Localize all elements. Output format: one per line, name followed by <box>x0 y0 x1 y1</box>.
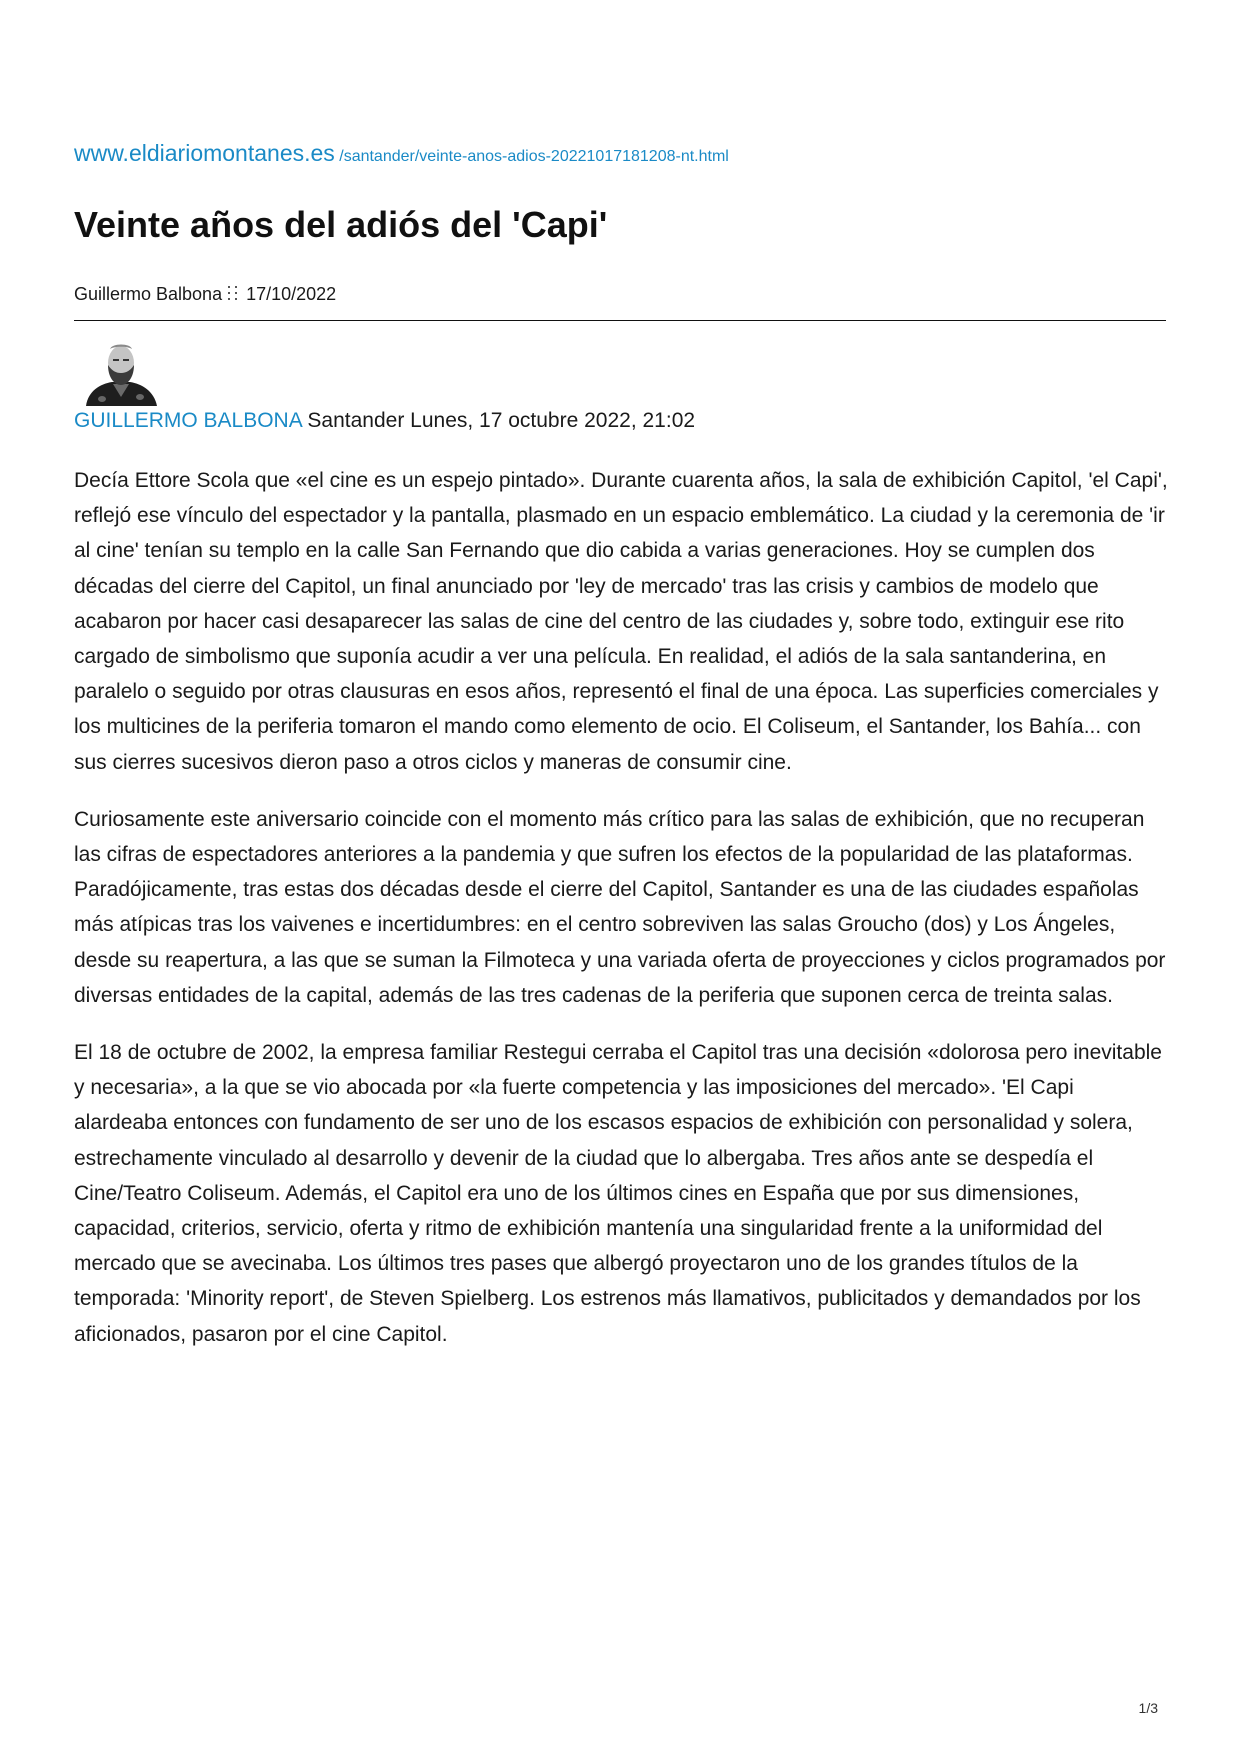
byline-location-date: Santander Lunes, 17 octubre 2022, 21:02 <box>301 409 696 432</box>
byline-author-link[interactable]: GUILLERMO BALBONA <box>74 409 302 432</box>
source-path-link[interactable]: /santander/veinte-anos-adios-20221017181208-nt.html <box>334 148 729 165</box>
separator-dots-icon <box>226 284 240 302</box>
publish-date: 17/10/2022 <box>246 284 337 304</box>
article-body <box>74 463 1170 1374</box>
author-name: Guillermo Balbona <box>74 284 223 304</box>
article-paragraph: El 18 de octubre de 2002, la empresa familiar Restegui cerraba el Capitol tras una decisión «dolorosa pero inevitable y necesaria», a la que se vio abocada por «la fuerte competencia y las imposiciones del mercado». 'El Capi alardeaba entonces con fundamento de ser uno de los escasos espacios de exhibición con personalidad y solera, estrechamente vinculado al desarrollo y devenir de la ciudad que lo albergaba. Tres años ante se despedía el Cine/Teatro Coliseum. Además, el Capitol era uno de los últimos cines en España que por sus dimensiones, capacidad, criterios, servicio, oferta y ritmo de exhibición mantenía una singularidad frente a la uniformidad del mercado que se avecinaba. Los últimos tres pases que albergó proyectaron uno de los grandes títulos de la temporada: 'Minority report', de Steven Spielberg. Los estrenos más llamativos, publicitados y demandados por los aficionados, pasaron por el cine Capitol. <box>74 1041 1162 1346</box>
page-indicator: 1/3 <box>1138 1700 1158 1716</box>
article-title: Veinte años del adiós del 'Capi' <box>74 204 608 245</box>
source-url[interactable] <box>74 140 729 167</box>
article-paragraph: Decía Ettore Scola que «el cine es un espejo pintado». Durante cuarenta años, la sala de exhibición Capitol, 'el Capi', reflejó ese vínculo del espectador y la pantalla, plasmado en un espacio emblemático. La ciudad y la ceremonia de 'ir al cine' tenían su templo en la calle San Fernando que dio cabida a varias generaciones. Hoy se cumplen dos décadas del cierre del Capitol, un final anunciado por 'ley de mercado' tras las crisis y cambios de modelo que acabaron por hacer casi desaparecer las salas de cine del centro de las ciudades y, sobre todo, extinguir ese rito cargado de simbolismo que suponía acudir a ver una película. En realidad, el adiós de la sala santanderina, en paralelo o seguido por otras clausuras en esos años, representó el final de una época. Las superficies comerciales y los multicines de la periferia tomaron el mando como elemento de ocio. El Coliseum, el Santander, los Bahía... con sus cierres sucesivos dieron paso a otros ciclos y maneras de consumir cine. <box>74 469 1168 774</box>
article-byline <box>74 409 695 433</box>
source-domain-link[interactable]: www.eldiariomontanes.es <box>74 140 335 166</box>
article-paragraph: Curiosamente este aniversario coincide con el momento más crítico para las salas de exhibición, que no recuperan las cifras de espectadores anteriores a la pandemia y que sufren los efectos de la popularidad de las plataformas. Paradójicamente, tras estas dos décadas desde el cierre del Capitol, Santander es una de las ciudades españolas más atípicas tras los vaivenes e incertidumbres: en el centro sobreviven las salas Groucho (dos) y Los Ángeles, desde su reapertura, a las que se suman la Filmoteca y una variada oferta de proyecciones y ciclos programados por diversas entidades de la capital, además de las tres cadenas de la periferia que suponen cerca de treinta salas. <box>74 807 1166 1007</box>
author-avatar <box>82 339 159 406</box>
article-meta <box>74 284 336 305</box>
header-divider <box>74 320 1166 321</box>
